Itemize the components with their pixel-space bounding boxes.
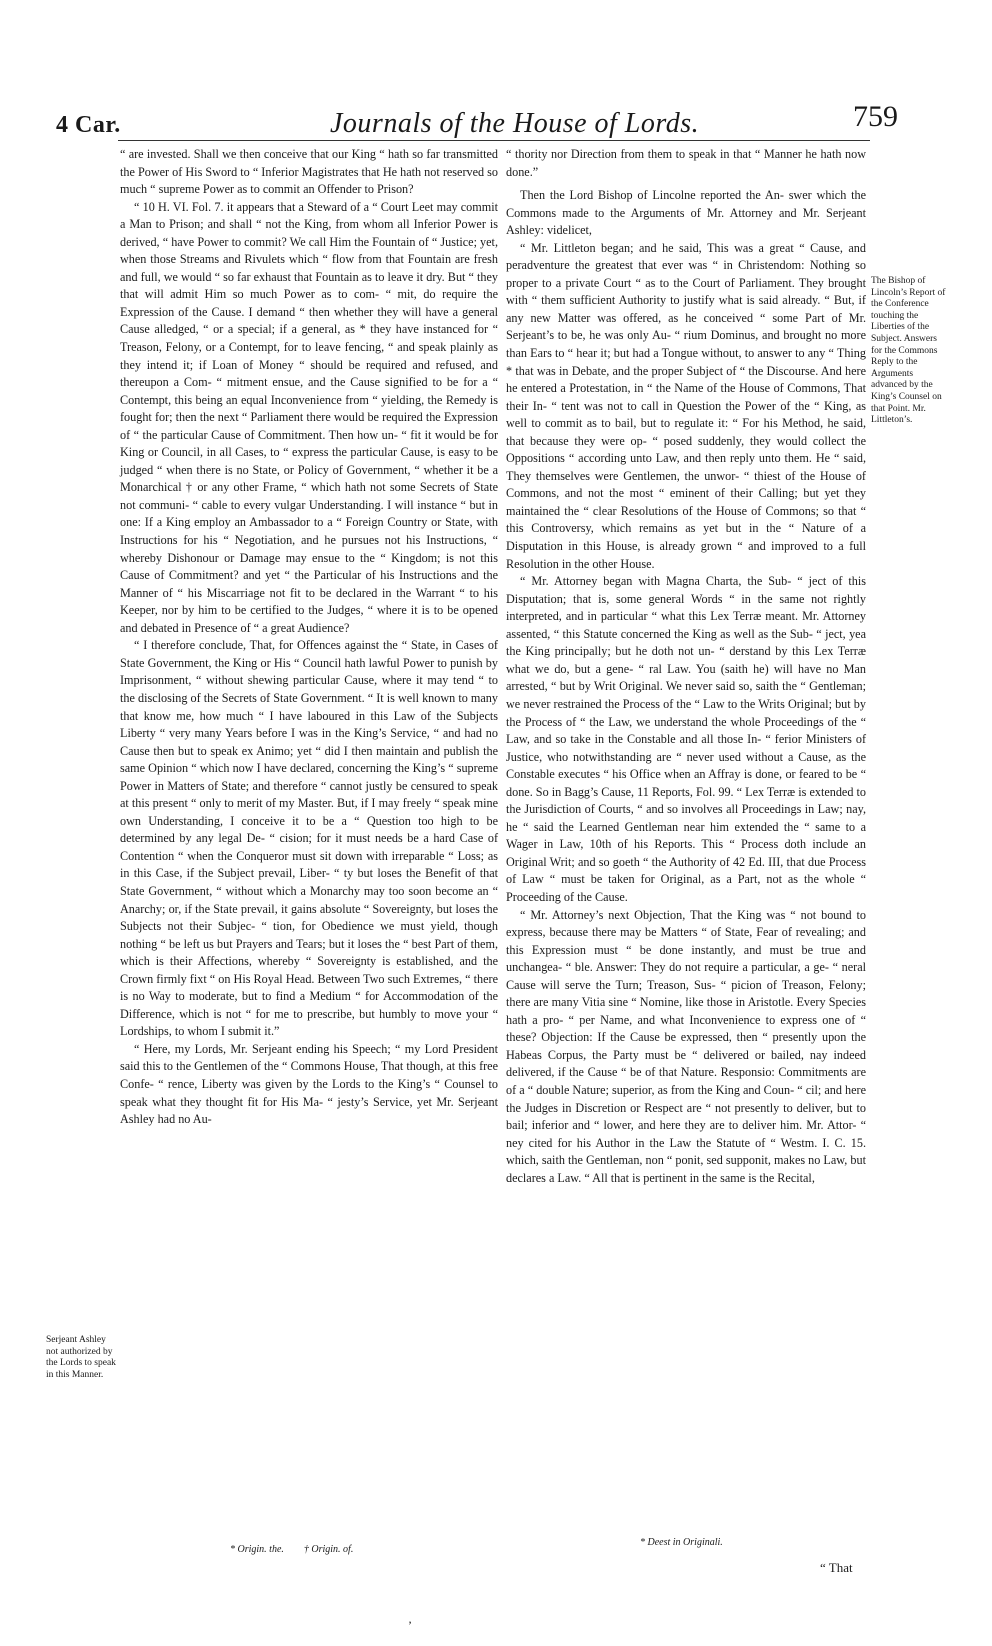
paragraph: “ thority nor Direction from them to speak in that “ Manner he hath now done.”	[506, 147, 866, 179]
running-head-reign: 4 Car.	[56, 112, 121, 138]
paragraph: “ Here, my Lords, Mr. Serjeant ending his Speech; “ my Lord President said this to the Gentlemen of the “ Commons House, That though, at this free Confe- “ rence, Liberty was given by the Lords to the King’s “ Counsel to speak what they thought fit for His Ma- “ jesty’s Service, yet Mr. Serjeant Ashley had no Au-	[120, 1041, 498, 1127]
page-number: 759	[853, 100, 898, 133]
margin-note-left: Serjeant Ashley not authorized by the Lords to speak in this Manner.	[46, 1335, 116, 1380]
left-column	[120, 146, 498, 1129]
paragraph: “ Mr. Attorney began with Magna Charta, the Sub- “ ject of this Disputation; that is, some general Words “ in the same not rightly interpreted, and in particular “ what this Lex Terræ meant. Mr. Attorney assented, “ this Statute concerned the King as well as the Sub- “ ject, yea the King principally; but he doth not un- “ derstand by this Lex Terræ what we do, but a gene- “ ral Law. You (saith he) will have no Man arrested, “ but by Writ Original. We never said so, saith the “ Gentleman; we never restrained the Process of the “ Law to the Writs Original; but by the Process of “ the Law, we understand the whole Proceedings of the “ Law, and so take in the Constable and all those In- “ ferior Ministers of Justice, who notwithstanding are “ never used without a Cause, as the Constable executes “ his Office when an Affray is done, or feared to be “ done. So in Bagg’s Cause, 11 Reports, Fol. 99. “ Lex Terræ is extended to the Jurisdiction of Courts, “ and so involves all Proceedings in Law; nay, he “ said the Learned Gentleman near him extended the “ same to a Wager in Law, 10th of his Reports. This “ Process doth include an Original Writ; and so goeth “ the Authority of 42 Ed. III, that due Process of Law “ must be taken for Original, as a Part, not as the whole “ Proceeding of the Cause.	[506, 574, 866, 904]
header-rule	[118, 140, 870, 141]
stray-mark: ’	[408, 1618, 412, 1632]
right-column	[506, 146, 866, 1187]
running-head-title: Journals of the House of Lords.	[330, 108, 700, 139]
paragraph: “ I therefore conclude, That, for Offences against the “ State, in Cases of State Government, the King or His “ Council hath lawful Power to punish by Imprisonment, “ without shewing particular Cause, where it may tend “ to the disclosing of the Secrets of State Government. “ It is well known to many that know me, how much “ I have laboured in this Law of the Subjects Liberty “ very many Years before I was in the King’s Service, “ and had no Cause then but to speak ex Animo; yet “ did I then maintain and publish the same Opinion “ which now I have declared, concerning the King’s “ supreme Power in Matters of State; and therefore “ cannot justly be censured to speak at this present “ only to merit of my Master. But, if I may freely “ speak mine own Understanding, I conceive it to be a “ Question too high to be determined by any legal De- “ cision; for it must needs be a hard Case of Contention “ when the Conqueror must sit down with irreparable “ Loss; as in this Case, if the Subject prevail, Liber- “ ty but loses the Benefit of that State Government, “ without which a Monarchy may too soon become an “ Anarchy; or, if the State prevail, it gains absolute “ Sovereignty, but loses the Subjects not their Subjec- “ tion, for Obedience we must yield, though nothing “ be left us but Prayers and Tears; but it loses the “ best Part of them, which is their Affections, whereby “ Sovereignty is established, and the Crown firmly fixt “ on His Royal Head. Between Two such Extremes, “ there is no Way to moderate, but to find a Medium “ for Accommodation of the Difference, which is not “ for me to prescribe, but humbly to move your “ Lordships, to whom I submit it.”	[120, 638, 498, 1039]
footnote-right: * Deest in Originali.	[640, 1537, 723, 1548]
footnote-left: * Origin. the. † Origin. of.	[230, 1544, 354, 1555]
paragraph: “ 10 H. VI. Fol. 7. it appears that a Steward of a “ Court Leet may commit a Man to Prison; and shall “ not the King, from whom all Inferior Power is derived, “ have Power to commit? We call Him the Fountain of “ Justice; yet, when those Streams and Rivulets which “ flow from that Fountain are fresh and full, we would “ so far exhaust that Fountain as to leave it dry. But “ they that will admit Him so much Power as to com- “ mit, do require the Expression of the Cause. I demand “ then whether they will have a general Cause alledged, “ or a special; if a general, as * they have instanced for “ Treason, Felony, or a Contempt, for to leave fencing, “ and speak plainly as they intend it; if Loan of Money “ should be required and refused, and thereupon a Com- “ mitment ensue, and the Cause signified to be for a “ Contempt, this being an equal Inconvenience from “ yielding, the Remedy is fought for; then the next “ Parliament there would be required the Expression of “ the particular Cause of Commitment. Then how un- “ fit it would be for King or Council, in all Cases, to “ express the particular Cause, is easy to be judged “ when there is no State, or Policy of Government, “ whether it be a Monarchical † or any other Frame, “ which hath not some Secrets of State not communi- “ cable to every vulgar Understanding. I will instance “ but in one: If a King employ an Ambassador to a “ Foreign Country or State, with Instructions for his “ Negotiation, and he pursues not his Instructions, “ whereby Dishonour or Damage may ensue to the “ Kingdom; is not this Cause of Commitment? and yet “ the Particular of his Instructions and the Manner of “ his Miscarriage not fit to be declared in the Warrant “ to his Keeper, nor by him to be certified to the Judges, “ where it is to be opened and debated in Presence of “ a great Audience?	[120, 199, 498, 635]
margin-note-right: The Bishop of Lincoln’s Report of the Conference touching the Liberties of the Subject. Answers for the Commons Reply to the Arguments advanced by the King’s Counsel on that Point. Mr. Littleton’s.	[871, 276, 946, 426]
paragraph: “ are invested. Shall we then conceive that our King “ hath so far transmitted the Power of His Sword to “ Inferior Magistrates that He hath not reserved so much “ supreme Power as to commit an Offender to Prison?	[120, 147, 498, 197]
catchword: “ That	[820, 1560, 853, 1575]
paragraph: “ Mr. Attorney’s next Objection, That the King was “ not bound to express, because there may be Matters “ of State, Fear of revealing; and this Expression must “ be done instantly, and must be true and unchangea- “ ble. Answer: They do not require a particular, a ge- “ neral Cause will serve the Turn; Treason, Sus- “ picion of Treason, Felony; there are many Vitia sine “ Nomine, like those in Aristotle. Every Species hath a pro- “ per Name, and what Inconvenience to express one of “ these? Objection: If the Cause be expressed, then “ presently upon the Habeas Corpus, the Party must be “ delivered or bailed, nay indeed delivered, if the Cause “ be of that Nature. Responsio: Commitments are of a “ double Nature; superior, as from the King and Coun- “ cil; and here the Judges in Discretion or Respect are “ not presently to deliver, but to bail; inferior and “ lower, and here they are to deliver him. Mr. Attor- “ ney cited for his Author in the Law the Statute of “ Westm. I. C. 15. which, saith the Gentleman, non “ ponit, sed supponit, makes no Law, but declares a Law. “ All that is pertinent in the same is the Recital,	[506, 907, 866, 1185]
paragraph: “ Mr. Littleton began; and he said, This was a great “ Cause, and peradventure the greatest that ever was “ in Christendom: Nothing so proper to a private Court “ as to the Court of Parliament. They brought with “ them sufficient Authority to justify what is said already. “ But, if any new Matter was offered, as he conceived “ some Part of Mr. Serjeant’s to be, he was only Au- “ rium Dominus, and brought no more than Ears to “ hear it; but had a Tongue without, to answer to any “ Thing * that was in Debate, and the proper Subject of “ the Discourse. And here he entered a Protestation, in “ the Name of the House of Commons, That their In- “ tent was not to call in Question the Power of the “ King, as well to commit as to bail, but to regulate it: “ For his Method, he said, that because they were op- “ posed suddenly, they would collect the Oppositions “ according unto Law, and then reply unto them. He “ said, They themselves were Gentlemen, the unwor- “ thiest of the House of Commons, and not the most “ eminent of their Calling; but yet they maintained the “ clear Resolutions of the House of Commons; so that “ this Controversy, which remains as yet but in the “ Nature of a Disputation in this House, is already grown “ and improved to a full Resolution in the other House.	[506, 240, 866, 571]
paragraph: Then the Lord Bishop of Lincolne reported the An- swer which the Commons made to the Arguments of Mr. Attorney and Mr. Serjeant Ashley: videlicet,	[506, 188, 866, 238]
